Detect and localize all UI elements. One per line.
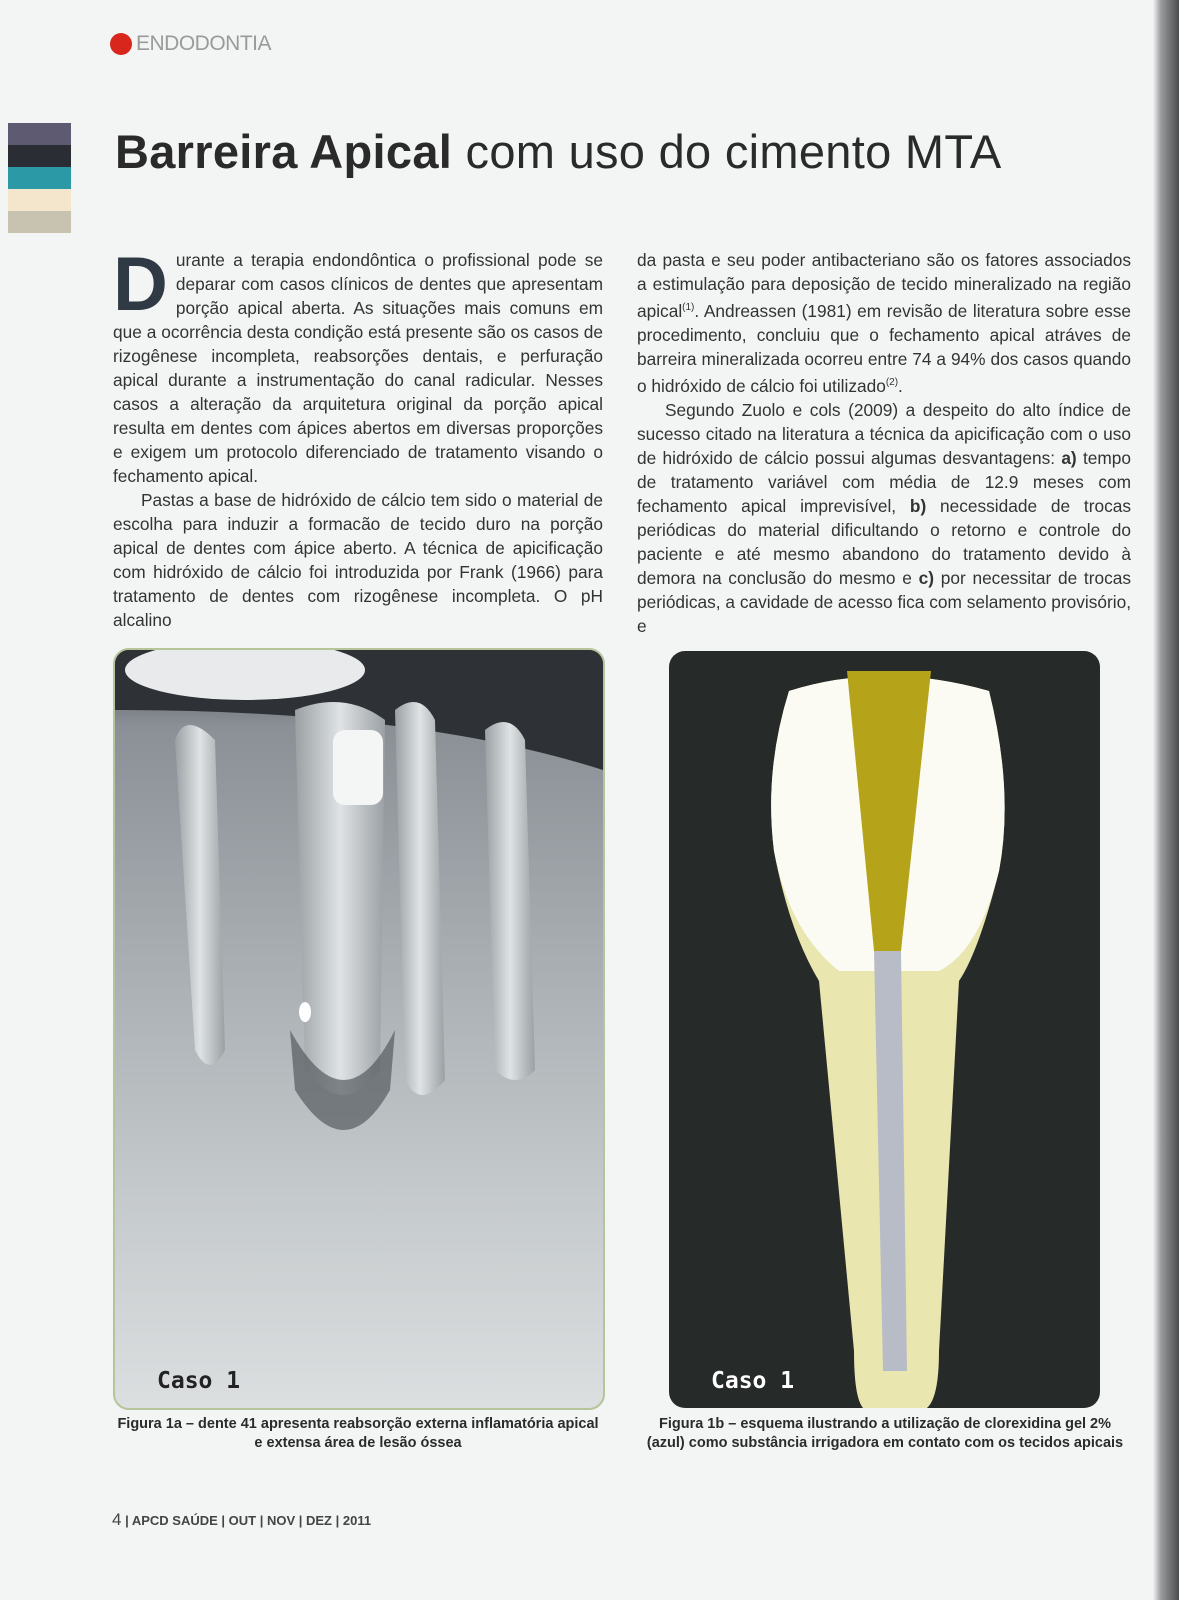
- tooth-diagram-figure: [669, 651, 1100, 1408]
- text: tempo de tratamento variável com média de 12.9 meses com fechamento apical imprevisível,: [637, 447, 1131, 516]
- xray-figure: [113, 648, 605, 1410]
- text: Segundo Zuolo e cols (2009) a despeito do alto índice de sucesso citado na literatura a técnica da apicificação com o uso de hidróxido de cálcio possui algumas desvantagens:: [637, 399, 1131, 468]
- color-bars: [8, 123, 71, 233]
- page-footer: [112, 1510, 371, 1530]
- paragraph: [637, 398, 1131, 638]
- article-title: [115, 124, 1001, 179]
- paragraph: urante a terapia endondôntica o profissional pode se deparar com casos clínicos de dentes que apresentam porção apical aberta. As situações mais comuns em que a ocorrência desta condição está presente são os casos de rizogênese incompleta, reabsorções dentais, e perfuração apical durante a instrumentação do canal radicular. Nesses casos a alteração da arquitetura original da porção apical resulta em dentes com ápices abertos em diversas proporções e exigem um protocolo diferenciado de tratamento visando o fechamento apical.: [113, 250, 603, 486]
- paragraph: Pastas a base de hidróxido de cálcio tem sido o material de escolha para induzir a formacão de tecido duro na porção apical de dentes com ápice aberto. A técnica de apicificação com hidróxido de cálcio foi introduzida por Frank (1966) para tratamento de dentes com rizogênese incompleta. O pH alcalino: [113, 490, 603, 630]
- page-number: 4: [112, 1510, 122, 1529]
- reference: (2): [885, 376, 899, 388]
- reference: (1): [682, 302, 695, 313]
- section-dot-icon: [110, 33, 132, 55]
- section-header: [110, 32, 271, 56]
- xray-image: [115, 650, 603, 1408]
- figure-label: Caso 1: [157, 1368, 241, 1394]
- title-rest: com uso do cimento MTA: [452, 125, 1002, 178]
- list-marker: b): [909, 495, 927, 516]
- color-bar: [8, 211, 71, 233]
- figure-caption: Figura 1b – esquema ilustrando a utilização de clorexidina gel 2% (azul) como substância irrigadora em contato com os tecidos apicais: [646, 1416, 1124, 1451]
- title-bold: Barreira Apical: [115, 125, 453, 178]
- color-bar: [8, 167, 71, 189]
- figure-label: Caso 1: [711, 1368, 795, 1394]
- figure-caption: Figura 1a – dente 41 apresenta reabsorção externa inflamatória apical e extensa área de lesão óssea: [117, 1416, 599, 1451]
- scan-edge: [1153, 0, 1179, 1600]
- section-label: ENDODONTIA: [136, 32, 272, 55]
- text: . Andreassen (1981) em revisão de literatura sobre esse procedimento, concluiu que o fechamento apical atráves de barreira mineralizada ocorreu entre 74 a 94% dos casos quando o hidróxido de cálcio foi utilizado: [637, 300, 1131, 396]
- text: .: [898, 375, 903, 396]
- list-marker: c): [918, 567, 934, 588]
- text: da pasta e seu poder antibacteriano são os fatores associados a estimulação para deposição de tecido mineralizado na região apical: [637, 250, 1131, 321]
- drop-cap: D: [113, 242, 168, 327]
- list-marker: a): [1061, 447, 1077, 468]
- left-column: [113, 242, 603, 632]
- color-bar: [8, 123, 71, 145]
- color-bar: [8, 145, 71, 167]
- color-bar: [8, 189, 71, 211]
- paragraph: [637, 248, 1131, 398]
- right-column: [637, 248, 1131, 638]
- text: necessidade de trocas periódicas do material dificultando o retorno e controle do paciente e até mesmo abandono do tratamento devido à demora na conclusão do mesmo e: [637, 495, 1131, 588]
- publication-info: | APCD SAÚDE | OUT | NOV | DEZ | 2011: [121, 1513, 372, 1528]
- text: por necessitar de trocas periódicas, a cavidade de acesso fica com selamento provisório, e: [637, 567, 1131, 636]
- tooth-diagram: [669, 651, 1100, 1408]
